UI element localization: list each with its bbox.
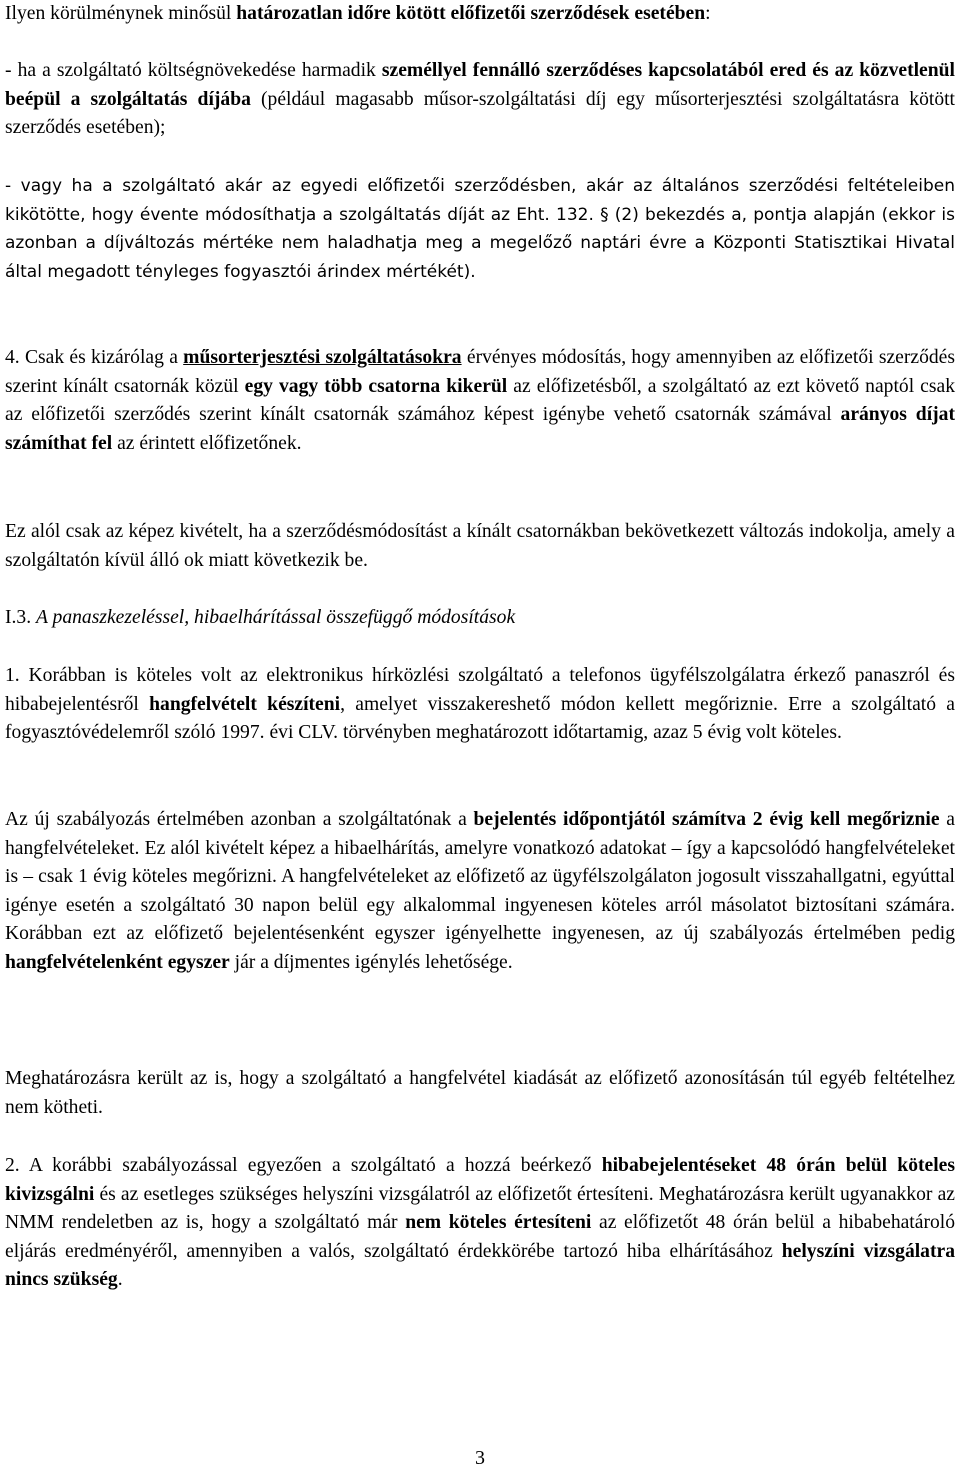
s4-bold: hibabejelentéseket 48 órán belül köteles kivizsgálni: [5, 1155, 955, 1205]
para4-bold-2: egy vagy több csatorna kikerül: [244, 375, 508, 397]
s1-text-end: , amelyet visszakereshető módon kellett megőriznie. Erre a szolgáltató a fogyasztóvédelemről szóló 1997. évi CLV. törvényben meghatározott időtartamig, azaz 5 évig volt köteles.: [5, 693, 955, 744]
intro-bold: határozatlan időre kötött előfizetői szerződések esetében: [236, 3, 706, 24]
para4-text: 4. Csak és kizárólag a: [5, 347, 184, 368]
intro-text-end: :: [705, 3, 711, 24]
s2-bold-2: hangfelvételenként egyszer: [5, 951, 230, 973]
exception-paragraph: [5, 518, 955, 575]
s2-text-3: jár a díjmentes igénylés lehetősége.: [229, 951, 513, 973]
section-paragraph-1: [5, 662, 955, 748]
para4-text-3: az előfizetésből, a szolgáltató az ezt követő naptól csak az előfizetői szerződés szerint kínált csatornák számához képest igénybe vehető csatornák számával: [5, 375, 955, 426]
section-heading: [5, 604, 955, 633]
para4-bold-3: arányos díjat számíthat fel: [5, 404, 955, 454]
section-title: A panaszkezeléssel, hibaelhárítással összefüggő módosítások: [36, 607, 516, 628]
section-paragraph-3: [5, 1065, 955, 1122]
bullet1-text-end: (például magasabb műsor-szolgáltatási díj egy műsorterjesztési szolgáltatásra kötött szerződés esetében);: [5, 88, 955, 139]
intro-paragraph: [5, 0, 955, 29]
bullet-paragraph-1: [5, 57, 955, 143]
para4-bold-underlined: műsorterjesztési szolgáltatásokra: [183, 347, 462, 368]
s2-text-2: a hangfelvételeket. Ez alól kivételt képez a hibaelhárítás, amelyre vonatkozó adatokat – így a kapcsolódó hangfelvételeket is – csak 1 évig köteles megőrizni. A hangfelvételeket az előfizető az ügyfélszolgálaton jogosult visszahallgatni, egyúttal igénye esetén a szolgáltató 30 napon belül egy alkalommal ingyenesen köteles arról másolatot biztosítani számára. Korábban ezt az előfizető bejelentésenként egyszer igényelhette ingyenesen, az új szabályozás értelmében pedig: [5, 809, 955, 945]
s4-bold-2: nem köteles értesíteni: [405, 1212, 592, 1234]
s4-text-3: az előfizetőt 48 órán belül a hibabehatároló eljárás eredményéről, amennyiben a valós, szolgáltató érdekkörébe tartozó hiba elhárításához: [5, 1212, 956, 1262]
intro-text: Ilyen körülménynek minősül: [5, 3, 237, 24]
s4-text-2: és az esetleges szükséges helyszíni vizsgálatról az előfizetőt értesíteni. Meghatározásra került ugyanakkor az NMM rendeletben az is, hogy a szolgáltató már: [5, 1183, 955, 1234]
bullet1-text: - ha a szolgáltató költségnövekedése harmadik: [5, 60, 382, 81]
s1-bold: hangfelvételt készíteni: [149, 693, 341, 715]
bullet1-bold: személlyel fennálló szerződéses kapcsolatából ered és az közvetlenül beépül a szolgáltatás díjába: [5, 60, 955, 110]
s1-text: 1. Korábban is köteles volt az elektronikus hírközlési szolgáltató a telefonos ügyfélszolgálatra érkező panaszról és hibabejelentésről: [5, 665, 955, 715]
bullet2-text: - vagy ha a szolgáltató akár az egyedi előfizetői szerződésben, akár az általános szerződési feltételeiben kikötötte, hogy évente módosíthatja a szolgáltatás díját az Eht. 132. § (2) bekezdés a, pontja alapján (ekkor is azonban a díjváltozás mértéke nem haladhatja meg a megelőző naptári évre a Központi Statisztikai Hivatal által megadott tényleges fogyasztói árindex mértékét).: [5, 176, 955, 282]
s4-text: 2. A korábbi szabályozással egyezően a szolgáltató a hozzá beérkező: [5, 1155, 602, 1176]
exception-text: Ez alól csak az képez kivételt, ha a szerződésmódosítást a kínált csatornákban bekövetkezett változás indokolja, amely a szolgáltatón kívül álló ok miatt következik be.: [5, 521, 955, 571]
s2-text: Az új szabályozás értelmében azonban a szolgáltatónak a: [5, 809, 474, 830]
page-number: 3: [475, 1447, 485, 1469]
s2-bold: bejelentés időpontjától számítva 2 évig kell megőriznie: [473, 809, 940, 830]
s3-text: Meghatározásra került az is, hogy a szolgáltató a hangfelvétel kiadását az előfizető azonosításán túl egyéb feltételhez nem kötheti.: [5, 1068, 955, 1118]
bullet-paragraph-2: [5, 172, 955, 286]
section-paragraph-2: [5, 806, 955, 978]
section-paragraph-4: [5, 1152, 955, 1295]
paragraph-4: [5, 344, 955, 458]
para4-text-2: érvényes módosítás, hogy amennyiben az előfizetői szerződés szerint kínált csatornák közül: [5, 347, 955, 397]
section-number: I.3.: [5, 607, 37, 628]
s4-text-4: .: [117, 1269, 123, 1291]
para4-text-4: az érintett előfizetőnek.: [112, 432, 302, 454]
s4-bold-3: helyszíni vizsgálatra nincs szükség: [5, 1240, 955, 1291]
